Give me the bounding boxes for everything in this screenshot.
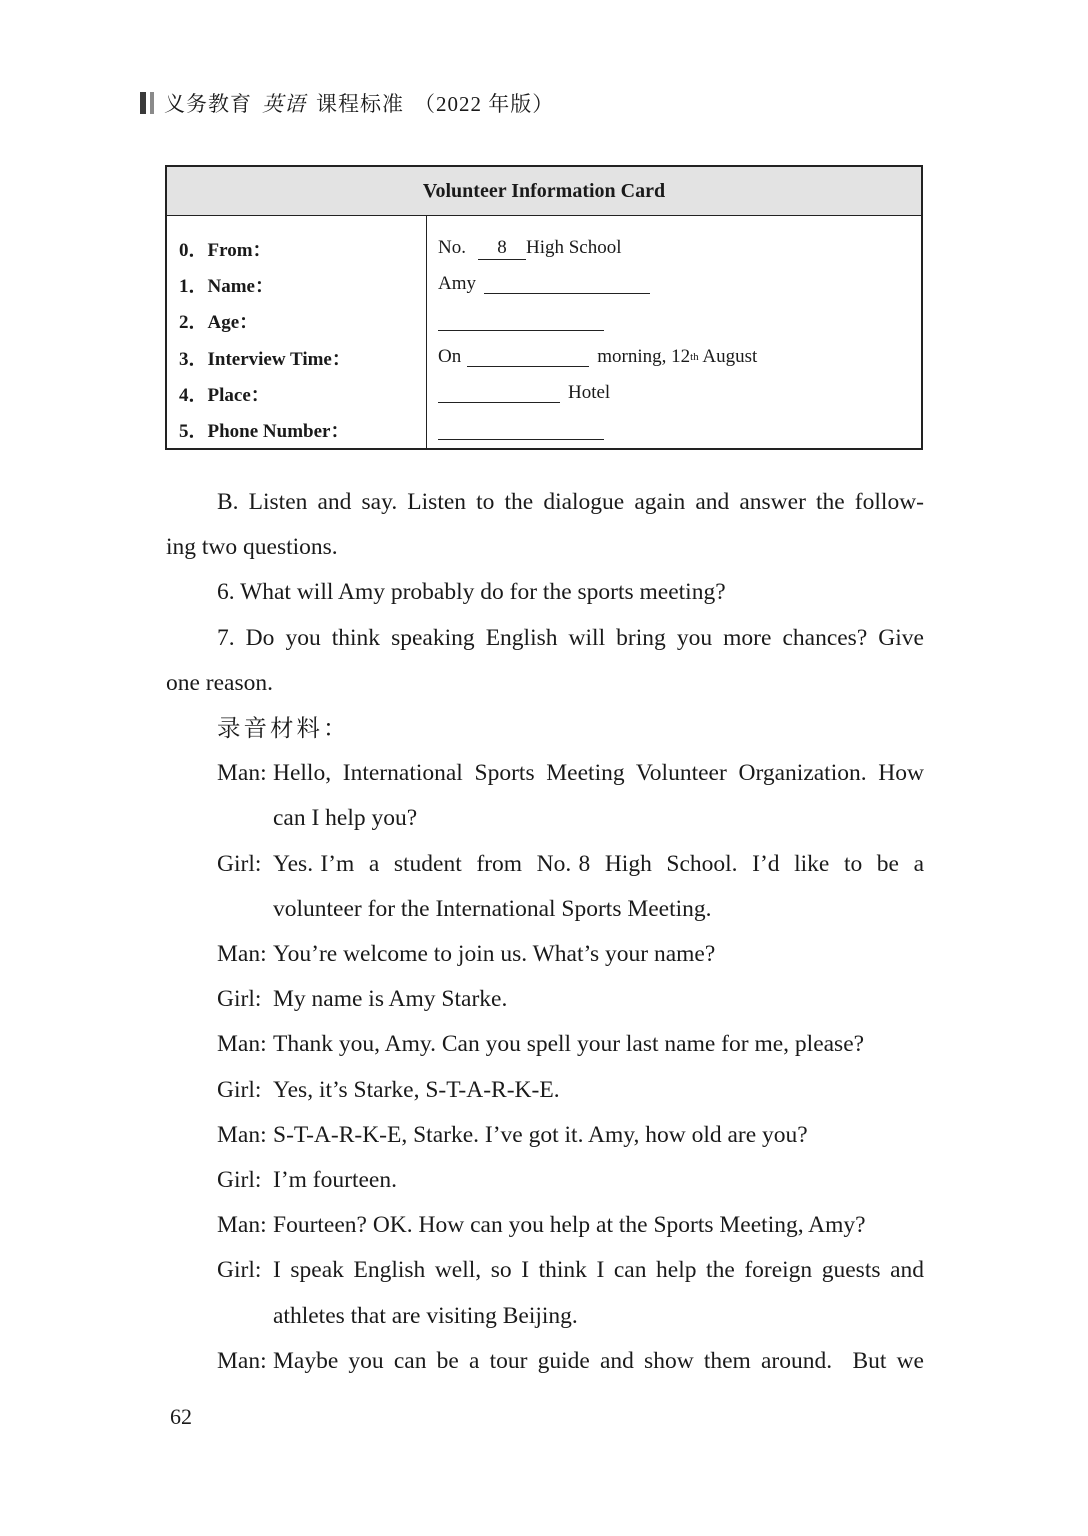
speaker: Girl:: [217, 986, 262, 1013]
dialogue-text: Maybe you can be a tour guide and show them around. But we: [273, 1347, 924, 1374]
speaker: Man:: [217, 1212, 267, 1239]
dialogue-text: Yes. I’m a student from No. 8 High School. I’d like to be a: [273, 850, 924, 877]
speaker: Girl:: [217, 850, 262, 877]
header-text-4: （2022 年版）: [414, 92, 555, 116]
dialogue-line: [166, 1068, 924, 1113]
question-7-line2: one reason.: [166, 669, 274, 696]
dialogue-line: [166, 751, 924, 841]
dialogue-text: Hello, International Sports Meeting Volunteer Organization. How: [273, 760, 924, 787]
speaker: Man:: [217, 1121, 267, 1148]
speaker: Girl:: [217, 1167, 262, 1194]
value-place-suffix: Hotel: [568, 382, 611, 404]
header-text-2: 英语: [262, 92, 306, 116]
section-b-line1: B. Listen and say. Listen to the dialogue again and answer the follow-: [217, 489, 924, 515]
dialogue-line: [166, 1022, 924, 1067]
blank-line: [467, 347, 589, 367]
speaker: Man:: [217, 760, 267, 787]
dialogue-line: [166, 1339, 924, 1384]
speaker: Girl:: [217, 1076, 262, 1103]
dialogue-line: [166, 1158, 924, 1203]
speaker: Man:: [217, 1031, 267, 1058]
dialogue-line: [166, 1113, 924, 1158]
value-time-suffix: morning, 12: [597, 346, 691, 368]
value-name-text: Amy: [438, 273, 476, 295]
card-title: Volunteer Information Card: [166, 166, 922, 216]
script-label: 录音材料：: [217, 714, 350, 743]
dialogue-text: volunteer for the International Sports Meeting.: [273, 895, 712, 922]
dialogue-line: [166, 1248, 924, 1338]
card-values: [427, 216, 923, 449]
value-time-prefix: On: [438, 346, 462, 368]
question-7-line1: 7. Do you think speaking English will bring you more chances? Give: [217, 624, 924, 651]
header-text-1: 义务教育: [164, 92, 252, 116]
header-text-3: 课程标准: [316, 92, 404, 116]
value-age: [438, 303, 921, 339]
dialogue-text: can I help you?: [273, 805, 418, 832]
dialogue-text: My name is Amy Starke.: [273, 986, 508, 1013]
value-time-sup: th: [690, 351, 699, 364]
dialogue-text: Thank you, Amy. Can you spell your last name for me, please?: [273, 1031, 865, 1058]
header-bar-icon: [140, 92, 154, 114]
blank-line: [438, 383, 560, 403]
dialogue-text: Yes, it’s Starke, S-T-A-R-K-E.: [273, 1076, 560, 1103]
value-phone-number: [438, 411, 921, 447]
dialogue-text: S-T-A-R-K-E, Starke. I’ve got it. Amy, how old are you?: [273, 1121, 808, 1148]
blank-line: [438, 311, 604, 331]
blank-line: [484, 274, 650, 294]
question-6: 6. What will Amy probably do for the sports meeting?: [217, 579, 726, 606]
value-place: [438, 375, 921, 411]
speaker: Man:: [217, 941, 267, 968]
dialogue-text: I speak English well, so I think I can help the foreign guests and: [273, 1257, 924, 1284]
value-from-prefix: No.: [438, 237, 466, 259]
value-interview-time: [438, 339, 921, 375]
main-text: [166, 480, 924, 1384]
dialogue-line: [166, 842, 924, 932]
label-phone-number: 5．Phone Number：: [179, 421, 350, 443]
label-age: 2．Age：: [179, 312, 259, 334]
speaker: Girl:: [217, 1257, 262, 1284]
value-from: [438, 230, 921, 266]
dialogue-line: [166, 932, 924, 977]
label-interview-time: 3．Interview Time：: [179, 348, 351, 370]
value-from-number: 8: [478, 237, 526, 260]
label-name: 1．Name：: [179, 275, 274, 297]
label-place: 4．Place：: [179, 384, 270, 406]
dialogue-text: You’re welcome to join us. What’s your name?: [273, 941, 716, 968]
card-labels: [166, 216, 427, 449]
dialogue-text: Fourteen? OK. How can you help at the Sports Meeting, Amy?: [273, 1212, 866, 1239]
blank-line: [438, 420, 604, 440]
speaker: Man:: [217, 1347, 267, 1374]
dialogue-line: [166, 977, 924, 1022]
dialogue-text: athletes that are visiting Beijing.: [273, 1302, 578, 1329]
dialogue-text: I’m fourteen.: [273, 1167, 397, 1194]
running-header: [140, 88, 554, 118]
section-b-line2: ing two questions.: [166, 534, 338, 561]
value-time-tail: August: [698, 346, 758, 368]
dialogue-line: [166, 1203, 924, 1248]
value-from-suffix: High School: [525, 237, 622, 259]
page-number: 62: [170, 1404, 192, 1429]
value-name: [438, 266, 921, 302]
label-from: 0．From：: [179, 239, 272, 261]
volunteer-info-card: [165, 165, 923, 450]
